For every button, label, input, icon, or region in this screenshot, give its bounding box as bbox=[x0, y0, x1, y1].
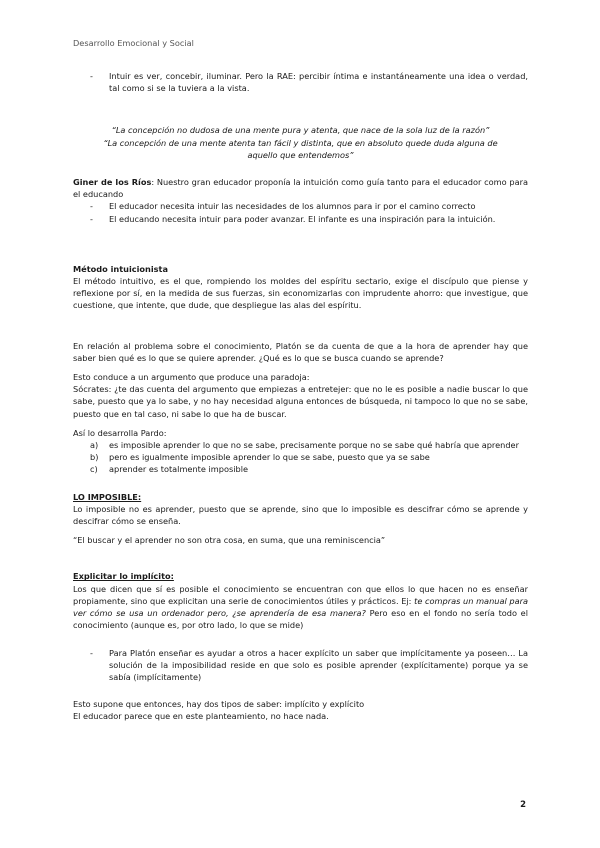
giner-bullet: - El educador necesita intuir las necesidades de los alumnos para ir por el camino correcto bbox=[90, 201, 476, 212]
metodo-title: Método intuicionista bbox=[73, 263, 168, 274]
list-item: a) es imposible aprender lo que no se sabe, precisamente porque no se sabe qué habría que aprender bbox=[90, 440, 519, 451]
list-item: b) pero es igualmente imposible aprender lo que se sabe, puesto que ya se sabe bbox=[90, 452, 430, 463]
explicitar-title: Explicitar lo implícito: bbox=[73, 571, 174, 582]
pardo-list bbox=[73, 439, 528, 476]
intuir-bullet bbox=[73, 70, 528, 94]
page-header: Desarrollo Emocional y Social bbox=[73, 38, 194, 48]
page-content bbox=[73, 70, 528, 723]
closing-line-2: El educador parece que en este planteamiento, no hace nada. bbox=[73, 711, 329, 722]
giner-bullet: - El educando necesita intuir para poder avanzar. El infante es una inspiración para la intuición. bbox=[90, 213, 496, 224]
imposible-text: Lo imposible no es aprender, puesto que se aprende, sino que lo imposible es descifrar cómo se aprende y descifrar cómo se enseña. bbox=[73, 503, 528, 527]
closing-line-1: Esto supone que entonces, hay dos tipos de saber: implícito y explícito bbox=[73, 699, 365, 710]
page-number: 2 bbox=[520, 800, 526, 810]
giner-bullet-text: El educando necesita intuir para poder avanzar. El infante es una inspiración para la intuición. bbox=[109, 213, 496, 224]
platon-bullet: - Para Platón enseñar es ayudar a otros a hacer explícito un saber que implícitamente ya poseen… La solución de la imposibilidad reside en que solo es posible aprender (explícitamente) porque ya se sabía (implícitamente) bbox=[90, 647, 528, 682]
giner-paragraph bbox=[73, 176, 528, 200]
imposible-title: LO IMPOSIBLE: bbox=[73, 491, 142, 502]
giner-text: : Nuestro gran educador proponía la intuición como guía tanto para el educador como para el educando bbox=[73, 177, 528, 200]
manual-example: te compras un manual para ver cómo se usa un ordenador pero, ¿se aprendería de esa manera? bbox=[73, 595, 529, 619]
platon-paragraph-2: Esto conduce a un argumento que produce una paradoja: bbox=[73, 372, 310, 383]
platon-bullet-text: Para Platón enseñar es ayudar a otros a hacer explícito un saber que implícitamente ya poseen… La solución de la imposibilidad reside en que solo es posible aprender (explícitamente) porque ya se sabía (implícitamente) bbox=[109, 647, 528, 682]
intuir-text: Intuir es ver, concebir, iluminar. Pero la RAE: percibir íntima e instantáneamente una idea o verdad, tal como si se la tuviera a la vista. bbox=[109, 71, 528, 94]
giner-name: Giner de los Ríos bbox=[73, 177, 152, 188]
platon-paragraph-3: Sócrates: ¿te das cuenta del argumento que empiezas a entretejer: que no le es posible a nadie buscar lo que sabe, puesto que ya lo sabe, y no hay necesidad alguna entonces de búsqueda, ni tampoco lo que no se sabe, puesto que en tal caso, ni sabe lo que ha de buscar. bbox=[73, 384, 528, 419]
giner-bullet-text: El educador necesita intuir las necesidades de los alumnos para ir por el camino correcto bbox=[109, 201, 476, 212]
bullet-marker: - bbox=[90, 71, 93, 81]
metodo-text: El método intuitivo, es el que, rompiendo los moldes del espíritu sectario, exige el discípulo que piense y reflexione por sí, en la medida de sus fuerzas, sin economizarlas con imprudente ahorro: que investigue, que cuestione, que intente, que dude, que despliegue las alas del espíritu. bbox=[73, 276, 528, 311]
list-item: c) aprender es totalmente imposible bbox=[90, 464, 249, 475]
reminiscencia-quote: “El buscar y el aprender no son otra cosa, en suma, que una reminiscencia” bbox=[73, 535, 386, 546]
pardo-intro: Así lo desarrolla Pardo: bbox=[73, 427, 167, 438]
platon-paragraph-1: En relación al problema sobre el conocimiento, Platón se da cuenta de que a la hora de aprender hay que saber bien qué es lo que se quiere aprender. ¿Qué es lo que se busca cuando se aprende? bbox=[73, 340, 528, 363]
quote-2: “La concepción de una mente atenta tan fácil y distinta, que en absoluto quede duda alguna de aquello que entendemos” bbox=[103, 137, 498, 160]
quote-1: “La concepción no dudosa de una mente pura y atenta, que nace de la sola luz de la razón” bbox=[111, 125, 490, 136]
explicitar-paragraph: Los que dicen que sí es posible el conocimiento se encuentran con que ellos lo que hacen no es enseñar propiamente, sino que explicitan una serie de conocimientos útiles y prácticos. Ej: te compras un manual para ver cómo se usa un ordenador pero, ¿se aprendería de esa manera? Pero eso en el fondo no sería todo el conocimiento (aunque es, por otro lado, lo que se mide) bbox=[73, 583, 529, 631]
